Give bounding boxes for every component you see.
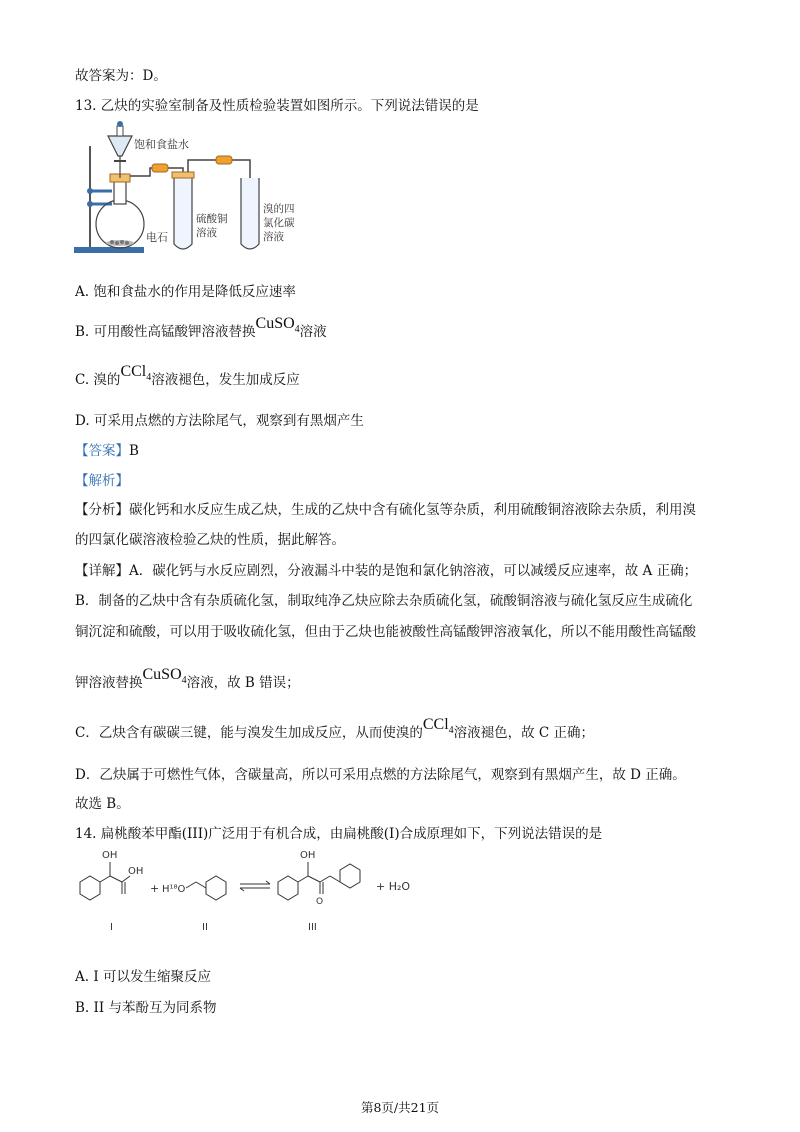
acetylene-apparatus-figure [70,116,310,264]
q13-option-a: A. 饱和食盐水的作用是降低反应速率 [75,284,296,300]
detail-line-2: B．制备的乙炔中含有杂质硫化氢，制取纯净乙炔应除去杂质硫化氢，硫酸铜溶液与硫化氢反应生成硫化 [75,593,693,609]
oh-label-iii: OH [300,850,316,861]
page-footer: 第8页/共21页 [360,1100,440,1115]
oh-label-acid: OH [128,866,144,877]
detail-line-4: 钾溶液替换CuSO$_4$溶液，故 B 错误； [75,666,300,691]
q13-stem: 13. 乙炔的实验室制备及性质检验装置如图所示。下列说法错误的是 [75,98,479,114]
cuso4-formula-2: CuSO$_4$ [142,666,187,687]
analysis-tag: 【解析】 [75,473,129,489]
ccl4-formula: CCl$_4$ [120,363,152,384]
cuso4-formula: CuSO$_4$ [255,315,300,336]
h18o-label: H¹⁸O [162,884,186,895]
detail-line-3: 铜沉淀和硫酸，可以用于吸收硫化氢，但由于乙炔也能被酸性高锰酸钾溶液氧化，所以不能用酸性高锰酸 [75,624,696,640]
answer-line [75,439,139,459]
answer-tag: 【答案】 [75,443,129,459]
previous-answer-line: 故答案为：D。 [75,68,167,84]
option-c-pre: C. 溴的 [75,372,121,388]
detail-line-1: 【详解】A．碳化钙与水反应剧烈，分液漏斗中装的是饱和氯化钠溶液，可以减缓反应速率，故 A 正确； [75,563,698,579]
q14-option-a: A. I 可以发生缩聚反应 [75,969,211,985]
label-cuso4-1: 硫酸铜 [196,213,228,225]
option-b-pre: B. 可用酸性高锰酸钾溶液替换 [75,324,256,340]
label-cuso4-2: 溶液 [196,227,217,239]
fenxi-line-1: 【分析】碳化钙和水反应生成乙炔，生成的乙炔中含有硫化氢等杂质，利用硫酸铜溶液除去杂质，利用溴 [75,502,696,518]
q13-option-d: D. 可采用点燃的方法除尾气，观察到有黑烟产生 [75,413,364,429]
ccl4-formula-2: CCl$_4$ [422,716,454,737]
detail-line-d: D．乙炔属于可燃性气体，含碳量高，所以可采用点燃的方法除尾气，观察到有黑烟产生，故 D 正确。 [75,767,686,783]
q14-stem: 14. 扁桃酸苯甲酯(III)广泛用于有机合成，由扁桃酸(I)合成原理如下，下列说法错误的是 [75,826,603,842]
fenxi-line-2: 的四氯化碳溶液检验乙炔的性质，据此解答。 [75,532,345,548]
detail-line-c: C．乙炔含有碳碳三键，能与溴发生加成反应，从而使溴的CCl$_4$溶液褪色，故 C 正确； [75,716,595,741]
carbonyl-o-label: O [316,897,324,907]
q13-option-b [75,315,327,343]
label-compound-iii: III [308,922,317,933]
label-br2-2: 氯化碳 [263,217,295,229]
label-salt-water: 饱和食盐水 [134,138,189,151]
reaction-scheme [70,842,430,938]
q14-option-b: B. II 与苯酚互为同系物 [75,1000,217,1016]
option-b-post: 溶液 [299,324,327,340]
label-carbide: 电石 [146,231,168,244]
label-compound-i: I [110,922,113,933]
label-compound-ii: II [202,922,208,933]
conclusion-line: 故选 B。 [75,796,130,812]
answer-value: B [129,443,139,459]
label-br2-3: 溶液 [263,231,284,243]
plus-water: + H₂O [376,880,411,893]
q13-option-c [75,363,300,391]
oh-label-i: OH [102,850,118,861]
option-c-post: 溶液褪色，发生加成反应 [151,372,300,388]
plus-sign-1: + [150,882,160,895]
label-br2-1: 溴的四 [263,203,295,215]
